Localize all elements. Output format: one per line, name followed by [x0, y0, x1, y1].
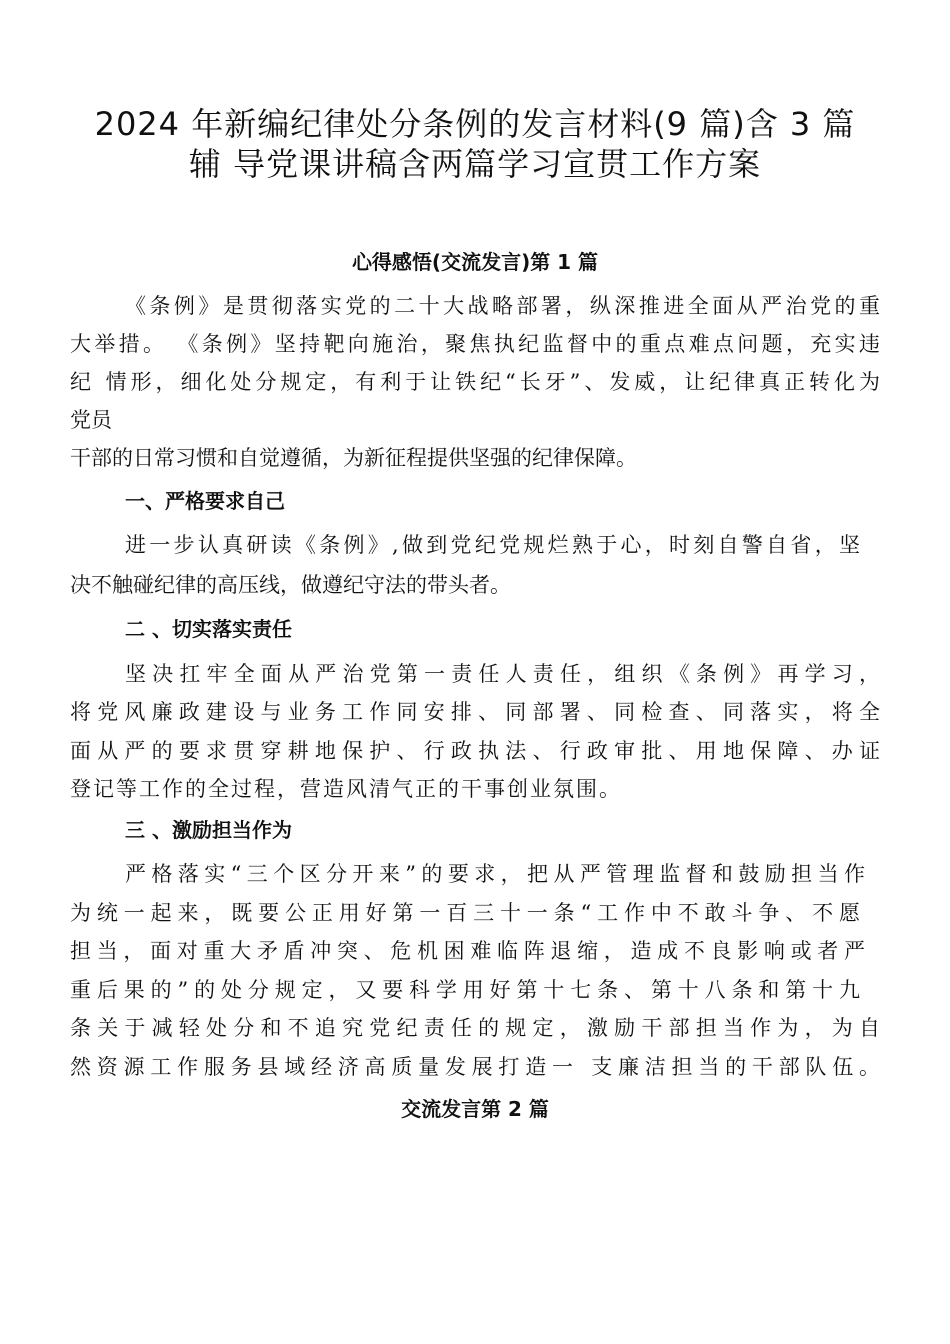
paragraph-line: 决不触碰纪律的高压线，做遵纪守法的带头者。 [70, 573, 511, 597]
paragraph-line: 然资源工作服务县域经济高质量发展打造一 支廉洁担当的干部队伍。 [70, 1055, 880, 1079]
paragraph-line: 坚决扛牢全面从严治党第一责任人责任，组织《条例》再学习， [125, 662, 880, 686]
document-title-line-2: 辅 导党课讲稿含两篇学习宣贯工作方案 [188, 145, 762, 183]
paragraph-line: 大举措。 《条例》坚持靶向施治，聚焦执纪监督中的重点难点问题，充实违 [70, 332, 880, 356]
paragraph-line: 党员 [70, 408, 112, 432]
document-title-line-1: 2024 年新编纪律处分条例的发言材料(9 篇)含 3 篇 [94, 105, 856, 143]
paragraph-line: 担当，面对重大矛盾冲突、危机困难临阵退缩，造成不良影响或者严 [70, 939, 865, 963]
paragraph-line: 进一步认真研读《条例》,做到党纪党规烂熟于心，时刻自警自省，坚 [125, 533, 860, 557]
point-2-heading: 二 、切实落实责任 [125, 617, 292, 641]
section-2-title: 交流发言第 2 篇 [401, 1097, 549, 1121]
paragraph-line: 干部的日常习惯和自觉遵循，为新征程提供坚强的纪律保障。 [70, 446, 637, 470]
point-3-heading: 三 、激励担当作为 [125, 818, 292, 842]
section-1-title: 心得感悟(交流发言)第 1 篇 [351, 250, 599, 274]
paragraph-line: 重后果的”的处分规定，又要科学用好第十七条、第十八条和第十九 [70, 978, 860, 1002]
paragraph-line: 登记等工作的全过程，营造风清气正的干事创业氛围。 [70, 777, 622, 801]
paragraph-line: 条关于减轻处分和不追究党纪责任的规定，激励干部担当作为，为自 [70, 1016, 880, 1040]
paragraph-line: 严格落实“三个区分开来”的要求，把从严管理监督和鼓励担当作 [125, 862, 865, 886]
paragraph-line: 将党风廉政建设与业务工作同安排、同部署、同检查、同落实，将全 [70, 700, 880, 724]
paragraph-line: 《条例》是贯彻落实党的二十大战略部署，纵深推进全面从严治党的重 [125, 294, 880, 318]
paragraph-line: 面从严的要求贯穿耕地保护、行政执法、行政审批、用地保障、办证 [70, 739, 880, 763]
paragraph-line: 纪 情形，细化处分规定，有利于让铁纪“长牙”、发威，让纪律真正转化为 [70, 370, 880, 394]
paragraph-line: 为统一起来，既要公正用好第一百三十一条“工作中不敢斗争、不愿 [70, 901, 860, 925]
point-1-heading: 一、严格要求自己 [125, 489, 285, 513]
